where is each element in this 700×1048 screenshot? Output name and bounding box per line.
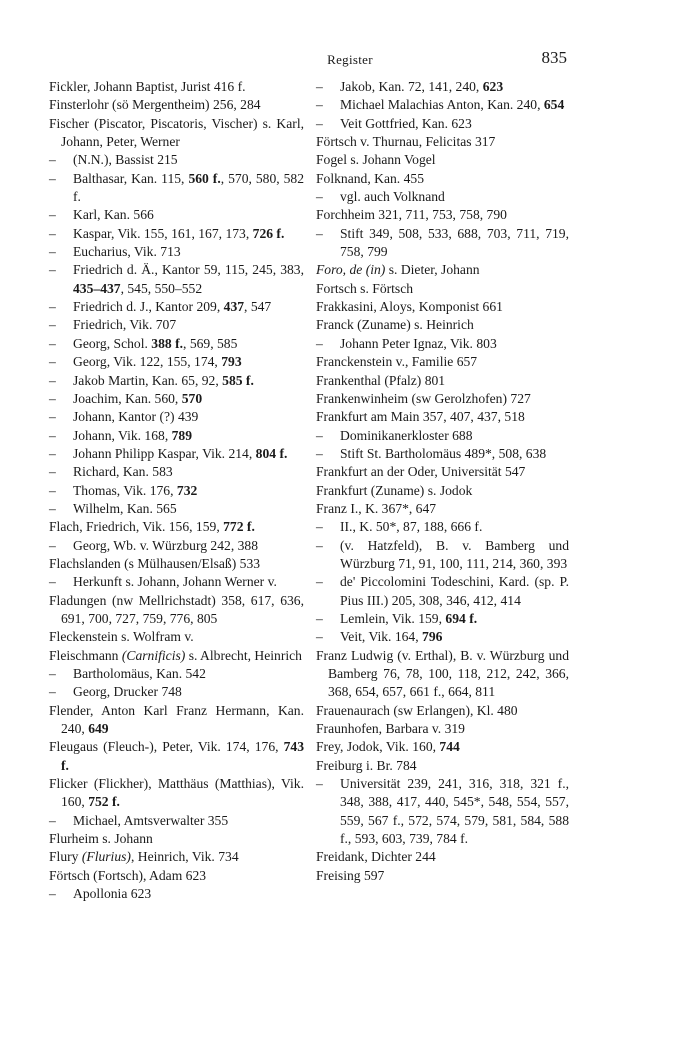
index-entry	[316, 261, 569, 279]
entry-text: vgl. auch Volknand	[340, 189, 445, 205]
main-reference: 435–437	[73, 280, 121, 296]
index-subentry	[49, 243, 304, 261]
entry-text: , 547	[244, 299, 272, 315]
entry-text: Georg, Wb. v. Würzburg 242, 388	[73, 537, 259, 553]
subentry-dash: –	[49, 372, 56, 388]
entry-text: Herkunft s. Johann, Johann Werner v.	[73, 574, 277, 590]
subentry-dash: –	[49, 225, 56, 241]
index-entry	[49, 775, 304, 812]
entry-text: Frankenthal (Pfalz) 801	[316, 372, 446, 388]
entry-text: Fraunhofen, Barbara v. 319	[316, 721, 465, 737]
entry-text: Universität 239, 241, 316, 318, 321 f., 348, 388, 417, 440, 545*, 548, 554, 557, 559, 567 f., 572, 574, 579, 581, 584, 588 f., 593, 603, 739, 784 f.	[340, 776, 569, 847]
header-title: Register	[327, 52, 373, 67]
index-subentry	[316, 573, 569, 610]
index-entry	[316, 720, 569, 738]
subentry-dash: –	[49, 354, 56, 370]
index-subentry	[49, 206, 304, 224]
entry-text: , 570, 580, 582 f.	[73, 170, 305, 205]
main-reference: 570	[181, 390, 203, 406]
index-subentry	[316, 96, 569, 114]
index-entry	[49, 867, 304, 885]
entry-text: Frakkasini, Aloys, Komponist 661	[316, 299, 503, 315]
entry-text: Johann Peter Ignaz, Vik. 803	[340, 335, 497, 351]
main-reference: 789	[171, 427, 193, 443]
subentry-dash: –	[49, 445, 56, 461]
index-subentry	[49, 885, 304, 903]
index-column-left	[49, 78, 304, 903]
index-subentry	[49, 390, 304, 408]
main-reference: 772 f.	[223, 519, 255, 535]
entry-text: Wilhelm, Kan. 565	[73, 500, 177, 516]
index-subentry	[49, 372, 304, 390]
subentry-dash: –	[316, 629, 323, 645]
index-entry	[316, 390, 569, 408]
subentry-dash: –	[49, 812, 56, 828]
index-entry	[316, 170, 569, 188]
index-subentry	[49, 316, 304, 334]
entry-text: Dominikanerkloster 688	[340, 427, 473, 443]
index-entry	[316, 738, 569, 756]
subentry-dash: –	[49, 244, 56, 260]
italic-term: (Carnificis)	[121, 647, 186, 663]
entry-text: , 545, 550–552	[120, 280, 203, 296]
index-subentry	[316, 188, 569, 206]
index-entry	[316, 353, 569, 371]
entry-text: Fleugaus (Fleuch-), Peter, Vik. 174, 176,	[49, 739, 284, 755]
main-reference: 585 f.	[222, 372, 254, 388]
subentry-dash: –	[316, 574, 323, 590]
main-reference: 726 f.	[252, 225, 285, 241]
subentry-dash: –	[316, 189, 323, 205]
index-entry	[316, 133, 569, 151]
entry-text: Kaspar, Vik. 155, 161, 167, 173,	[73, 225, 253, 241]
entry-text: Franz Ludwig (v. Erthal), B. v. Würzburg und Bamberg 76, 78, 100, 118, 212, 242, 366, 368, 654, 657, 661 f., 664, 811	[316, 647, 569, 700]
subentry-dash: –	[49, 482, 56, 498]
index-entry	[316, 316, 569, 334]
entry-text: Freiburg i. Br. 784	[316, 757, 417, 773]
index-entry	[49, 702, 304, 739]
index-entry	[316, 151, 569, 169]
entry-text: Fischer (Piscator, Piscatoris, Vischer) s. Karl, Johann, Peter, Werner	[49, 115, 304, 150]
index-subentry	[316, 518, 569, 536]
index-entry	[316, 298, 569, 316]
index-subentry	[49, 408, 304, 426]
index-subentry	[49, 225, 304, 243]
entry-text: Franckenstein v., Familie 657	[316, 354, 478, 370]
index-subentry	[316, 427, 569, 445]
entry-text: Georg, Vik. 122, 155, 174,	[73, 354, 222, 370]
entry-text: Frankfurt am Main 357, 407, 437, 518	[316, 409, 525, 425]
index-column-right	[316, 78, 569, 885]
entry-text: Förtsch v. Thurnau, Felicitas 317	[316, 134, 496, 150]
entry-text: Thomas, Vik. 176,	[73, 482, 177, 498]
main-reference: 793	[221, 354, 242, 370]
main-reference: 743 f.	[61, 739, 304, 773]
subentry-dash: –	[316, 335, 323, 351]
entry-text: Georg, Schol.	[73, 335, 152, 351]
entry-text: Johann Philipp Kaspar, Vik. 214,	[73, 445, 256, 461]
index-subentry	[316, 445, 569, 463]
entry-text: Finsterlohr (sö Mergentheim) 256, 284	[49, 97, 261, 113]
main-reference: 649	[88, 721, 109, 737]
entry-text: II., K. 50*, 87, 188, 666 f.	[340, 519, 483, 535]
index-entry	[49, 738, 304, 775]
subentry-dash: –	[49, 427, 56, 443]
entry-text: Flurheim s. Johann	[49, 831, 153, 847]
entry-text: Stift 349, 508, 533, 688, 703, 711, 719, 758, 799	[340, 225, 569, 260]
entry-text: Georg, Drucker 748	[73, 684, 182, 700]
main-reference: 694 f.	[445, 610, 478, 626]
entry-text: Richard, Kan. 583	[73, 464, 173, 480]
subentry-dash: –	[49, 464, 56, 480]
index-subentry	[316, 537, 569, 574]
main-reference: 732	[176, 482, 198, 498]
entry-text: Lemlein, Vik. 159,	[340, 610, 446, 626]
subentry-dash: –	[49, 574, 56, 590]
main-reference: 437	[223, 299, 245, 315]
subentry-dash: –	[316, 97, 323, 113]
index-subentry	[49, 151, 304, 169]
subentry-dash: –	[49, 500, 56, 516]
entry-text: , 569, 585	[183, 335, 238, 351]
entry-text: Fladungen (nw Mellrichstadt) 358, 617, 636, 691, 700, 727, 759, 776, 805	[49, 592, 304, 626]
entry-text: Balthasar, Kan. 115,	[73, 170, 189, 186]
italic-term: (Flurius)	[81, 849, 131, 865]
entry-text: Frauenaurach (sw Erlangen), Kl. 480	[316, 702, 518, 718]
entry-text: Flender, Anton Karl Franz Hermann, Kan. 240,	[49, 702, 304, 737]
subentry-dash: –	[49, 299, 56, 315]
index-subentry	[49, 573, 304, 591]
index-entry	[316, 463, 569, 481]
index-subentry	[49, 170, 304, 207]
entry-text: Fleckenstein s. Wolfram v.	[49, 629, 194, 645]
subentry-dash: –	[316, 79, 323, 94]
subentry-dash: –	[316, 537, 323, 553]
index-entry	[49, 830, 304, 848]
subentry-dash: –	[49, 886, 56, 902]
entry-text: s. Dieter, Johann	[385, 262, 480, 278]
subentry-dash: –	[316, 776, 323, 792]
index-entry	[49, 628, 304, 646]
index-subentry	[49, 353, 304, 371]
index-subentry	[316, 225, 569, 262]
index-subentry	[49, 812, 304, 830]
index-entry	[316, 702, 569, 720]
entry-text: Apollonia 623	[73, 886, 152, 902]
entry-text: Karl, Kan. 566	[73, 207, 154, 223]
index-subentry	[49, 537, 304, 555]
index-subentry	[49, 500, 304, 518]
main-reference: 623	[482, 79, 504, 94]
index-entry	[49, 518, 304, 536]
index-entry	[49, 78, 304, 96]
entry-text: Forchheim 321, 711, 753, 758, 790	[316, 207, 507, 223]
index-entry	[316, 408, 569, 426]
index-subentry	[49, 445, 304, 463]
index-subentry	[49, 463, 304, 481]
index-entry	[49, 848, 304, 866]
subentry-dash: –	[49, 317, 56, 333]
index-entry	[316, 372, 569, 390]
subentry-dash: –	[316, 610, 323, 626]
index-entry	[316, 280, 569, 298]
entry-text: Michael Malachias Anton, Kan. 240,	[340, 97, 544, 113]
italic-term: Foro, de (in)	[316, 262, 386, 278]
subentry-dash: –	[316, 427, 323, 443]
subentry-dash: –	[316, 445, 323, 461]
index-subentry	[49, 427, 304, 445]
entry-text: Fickler, Johann Baptist, Jurist 416 f.	[49, 79, 246, 94]
entry-text: Frankfurt (Zuname) s. Jodok	[316, 482, 473, 498]
entry-text: Friedrich d. Ä., Kantor 59, 115, 245, 383,	[73, 262, 304, 278]
index-entry	[49, 96, 304, 114]
index-entry	[49, 592, 304, 629]
index-entry	[316, 500, 569, 518]
entry-text: Veit, Vik. 164,	[340, 629, 423, 645]
main-reference: 796	[422, 629, 443, 645]
entry-text: Franz I., K. 367*, 647	[316, 500, 437, 516]
entry-text: Bartholomäus, Kan. 542	[73, 666, 206, 681]
entry-text: Fortsch s. Förtsch	[316, 280, 414, 296]
index-entry	[316, 757, 569, 775]
page-number: 835	[541, 48, 567, 67]
index-subentry	[316, 78, 569, 96]
index-subentry	[316, 115, 569, 133]
entry-text: Fleischmann	[49, 647, 122, 663]
entry-text: Johann, Kantor (?) 439	[73, 409, 199, 425]
entry-text: Freidank, Dichter 244	[316, 849, 436, 865]
index-subentry	[316, 628, 569, 646]
entry-text: Frankenwinheim (sw Gerolzhofen) 727	[316, 390, 531, 406]
entry-text: Flury	[49, 849, 82, 865]
index-subentry	[316, 775, 569, 848]
index-entry	[316, 848, 569, 866]
entry-text: Johann, Vik. 168,	[73, 427, 172, 443]
subentry-dash: –	[49, 666, 56, 681]
entry-text: Förtsch (Fortsch), Adam 623	[49, 867, 207, 883]
subentry-dash: –	[49, 390, 56, 406]
index-entry	[49, 647, 304, 665]
index-entry	[49, 115, 304, 152]
main-reference: 654	[543, 97, 565, 113]
entry-text: Joachim, Kan. 560,	[73, 390, 182, 406]
main-reference: 752 f.	[88, 794, 120, 810]
entry-text: de' Piccolomini Todeschini, Kard. (sp. P. Pius III.) 205, 308, 346, 412, 414	[340, 574, 569, 608]
entry-text: (v. Hatzfeld), B. v. Bamberg und Würzburg 71, 91, 100, 111, 214, 360, 393	[340, 537, 569, 571]
entry-text: Frankfurt an der Oder, Universität 547	[316, 464, 526, 480]
entry-text: Jakob Martin, Kan. 65, 92,	[73, 372, 223, 388]
entry-text: Franck (Zuname) s. Heinrich	[316, 317, 474, 333]
entry-text: Flach, Friedrich, Vik. 156, 159,	[49, 519, 224, 535]
entry-text: Jakob, Kan. 72, 141, 240,	[340, 79, 483, 94]
index-entry	[316, 867, 569, 885]
entry-text: Veit Gottfried, Kan. 623	[340, 115, 472, 131]
subentry-dash: –	[49, 170, 56, 186]
entry-text: Eucharius, Vik. 713	[73, 244, 181, 260]
index-entry	[316, 482, 569, 500]
subentry-dash: –	[49, 335, 56, 351]
entry-text: Frey, Jodok, Vik. 160,	[316, 739, 440, 755]
subentry-dash: –	[49, 262, 56, 278]
entry-text: Stift St. Bartholomäus 489*, 508, 638	[340, 445, 547, 461]
subentry-dash: –	[49, 409, 56, 425]
subentry-dash: –	[316, 519, 323, 535]
entry-text: Friedrich d. J., Kantor 209,	[73, 299, 224, 315]
entry-text: (N.N.), Bassist 215	[73, 152, 178, 168]
entry-text: , Heinrich, Vik. 734	[130, 849, 239, 865]
subentry-dash: –	[316, 115, 323, 131]
subentry-dash: –	[49, 152, 56, 168]
main-reference: 744	[439, 739, 460, 755]
subentry-dash: –	[49, 207, 56, 223]
index-entry	[316, 206, 569, 224]
index-subentry	[49, 683, 304, 701]
entry-text: Freising 597	[316, 867, 385, 883]
index-entry	[316, 647, 569, 702]
subentry-dash: –	[49, 684, 56, 700]
entry-text: s. Albrecht, Heinrich	[185, 647, 302, 663]
running-header	[0, 48, 700, 72]
index-entry	[49, 555, 304, 573]
index-subentry	[316, 610, 569, 628]
index-subentry	[49, 335, 304, 353]
main-reference: 560 f.	[188, 170, 221, 186]
entry-text: Michael, Amtsverwalter 355	[73, 812, 229, 828]
main-reference: 388 f.	[151, 335, 184, 351]
subentry-dash: –	[316, 225, 323, 241]
entry-text: Flachslanden (s Mülhausen/Elsaß) 533	[49, 555, 261, 571]
index-subentry	[49, 665, 304, 683]
index-subentry	[49, 261, 304, 298]
subentry-dash: –	[49, 537, 56, 553]
entry-text: Flicker (Flickher), Matthäus (Matthias), Vik. 160,	[49, 776, 304, 810]
entry-text: Folknand, Kan. 455	[316, 170, 424, 186]
entry-text: Friedrich, Vik. 707	[73, 317, 177, 333]
index-subentry	[49, 298, 304, 316]
index-subentry	[49, 482, 304, 500]
main-reference: 804 f.	[255, 445, 288, 461]
index-subentry	[316, 335, 569, 353]
entry-text: Fogel s. Johann Vogel	[316, 152, 436, 168]
